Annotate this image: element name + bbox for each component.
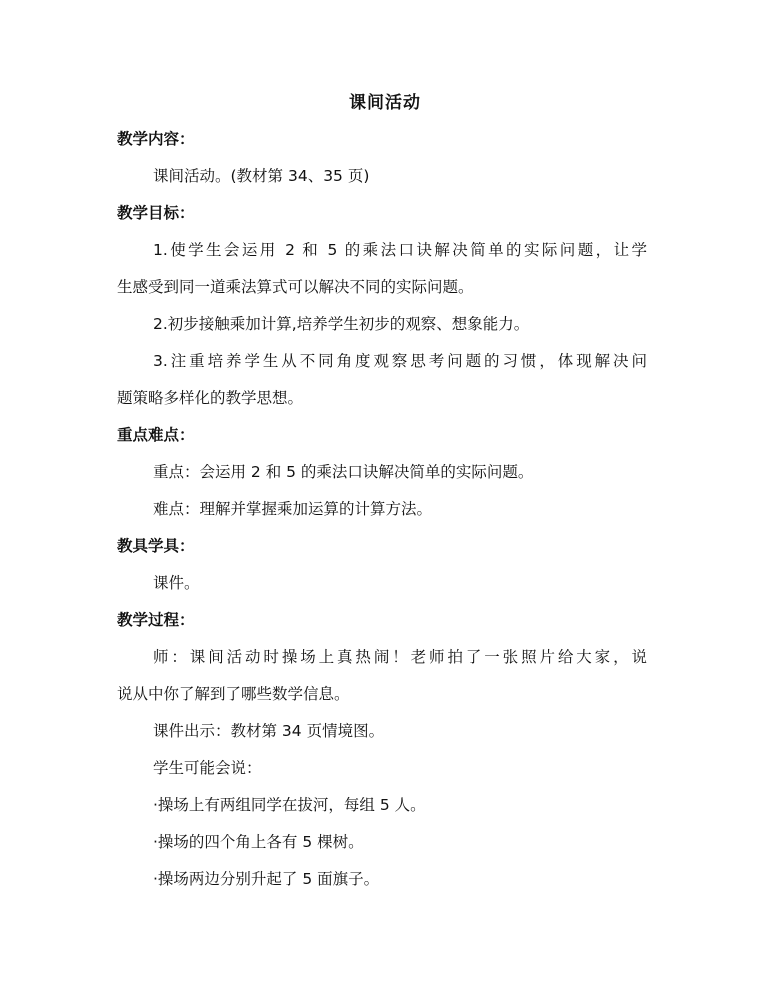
section-heading-process: 教学过程： — [117, 611, 195, 629]
process-line: 学生可能会说： — [153, 759, 262, 777]
goal-line: 3.注重培养学生从不同角度观察思考问题的习惯，体现解决问 — [153, 352, 647, 370]
section-heading-goals: 教学目标： — [117, 204, 195, 222]
goal-line: 2.初步接触乘加计算,培养学生初步的观察、想象能力。 — [153, 315, 530, 333]
key-point-line: 难点：理解并掌握乘加运算的计算方法。 — [153, 500, 433, 518]
process-line: 课件出示：教材第 34 页情境图。 — [153, 722, 385, 740]
process-line: 师：课间活动时操场上真热闹！老师拍了一张照片给大家，说 — [153, 648, 647, 666]
goal-line: 题策略多样化的教学思想。 — [117, 389, 304, 407]
section-heading-key-points: 重点难点： — [117, 426, 195, 444]
content-line: 课间活动。(教材第 34、35 页) — [153, 167, 370, 185]
document-title: 课间活动 — [349, 93, 421, 113]
process-bullet-line: ·操场上有两组同学在拔河，每组 5 人。 — [153, 796, 426, 814]
section-heading-content: 教学内容： — [117, 130, 195, 148]
goal-line: 生感受到同一道乘法算式可以解决不同的实际问题。 — [117, 278, 474, 296]
key-point-line: 重点：会运用 2 和 5 的乘法口诀解决简单的实际问题。 — [153, 463, 534, 481]
section-heading-tools: 教具学具： — [117, 537, 195, 555]
process-bullet-line: ·操场的四个角上各有 5 棵树。 — [153, 833, 364, 851]
process-line: 说从中你了解到了哪些数学信息。 — [117, 685, 350, 703]
process-bullet-line: ·操场两边分别升起了 5 面旗子。 — [153, 870, 380, 888]
goal-line: 1.使学生会运用 2 和 5 的乘法口诀解决简单的实际问题，让学 — [153, 241, 647, 259]
tools-line: 课件。 — [153, 574, 200, 592]
